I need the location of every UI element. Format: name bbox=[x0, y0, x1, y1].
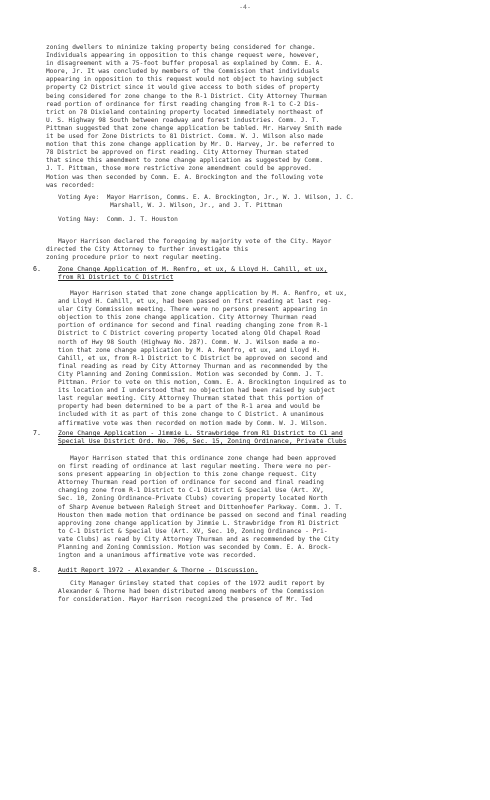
text-line: appearing in opposition to this request would not object to having subject bbox=[46, 76, 324, 84]
text-line: Sec. 10, Zoning Ordinance-Private Clubs) covering property located North bbox=[58, 495, 328, 503]
text-line: Houston then made motion that ordinance be passed on second and final reading bbox=[58, 511, 347, 519]
item-6-heading-line-2: from R1 District to C District bbox=[58, 273, 174, 282]
text-line: sons present appearing in objection to this zone change request. City bbox=[58, 471, 317, 479]
page-number: -4- bbox=[239, 3, 251, 11]
voting-nay-label: Voting Nay: bbox=[58, 216, 100, 224]
text-line: Pittman. Prior to vote on this motion, Comm. E. A. Brockington inquired as to bbox=[58, 379, 347, 387]
voting-aye-names-cont: Marshall, W. J. Wilson, Jr., and J. T. Pittman bbox=[110, 202, 283, 210]
text-line: north of Hwy 98 South (Highway No. 287). Comm. W. J. Wilson made a mo- bbox=[58, 338, 321, 346]
text-line: 78 District be approved on first reading. City Attorney Thurman stated bbox=[46, 149, 309, 157]
text-line: ular City Commission meeting. There were no persons present appearing in bbox=[58, 306, 328, 314]
text-line: portion of ordinance for second and final reading changing zone from R-1 bbox=[58, 322, 328, 330]
text-line: was recorded: bbox=[46, 181, 95, 189]
text-line: read portion of ordinance for first reading changing from R-1 to C-2 Dis- bbox=[46, 100, 320, 108]
text-line: Mayor Harrison stated that this ordinance zone change had been approved bbox=[70, 455, 336, 462]
voting-nay-names: Comm. J. T. Houston bbox=[106, 216, 178, 224]
text-line: Mayor Harrison stated that zone change application by M. A. Renfro, et ux, bbox=[70, 290, 348, 297]
text-line: Moore, Jr. It was concluded by members of the Commission that individuals bbox=[46, 68, 320, 76]
text-line: Motion was then seconded by Comm. E. A. Brockington and the following vote bbox=[46, 173, 324, 181]
item-7-number: 7. bbox=[33, 429, 41, 437]
text-line: Alexander & Thorne had been distributed among members of the Commission bbox=[58, 588, 324, 596]
paragraph-2 bbox=[46, 238, 472, 262]
item-6-number: 6. bbox=[33, 265, 41, 273]
text-line: motion that this zone change application by Mr. D. Harvey, Jr. be referred to bbox=[46, 141, 335, 149]
text-line: vate Clubs) as read by City Attorney Thurman and as recommended by the City bbox=[58, 535, 339, 543]
text-line: and Lloyd H. Cahill, et ux, had been passed on first reading at last reg- bbox=[58, 298, 332, 306]
text-line: zoning dwellers to minimize taking property being considered for change. bbox=[46, 44, 316, 51]
text-line: on first reading of ordinance at last regular meeting. There were no per- bbox=[58, 463, 332, 471]
text-line: directed the City Attorney to further investigate this bbox=[46, 246, 249, 254]
text-line: property had been determined to be a part of the R-1 area and would be bbox=[58, 403, 321, 411]
text-line: that since this amendment to zone change application as suggested by Comm. bbox=[46, 157, 324, 165]
text-line: included with it as part of this zone change to C District. A unanimous bbox=[58, 411, 324, 419]
text-line: changing zone from R-1 District to C-1 District & Special Use (Art. XV, bbox=[58, 487, 324, 495]
text-line: Pittman suggested that zone change application be tabled. Mr. Harvey Smith made bbox=[46, 124, 342, 132]
text-line: affirmative vote was then recorded on motion made by Comm. W. J. Wilson. bbox=[58, 419, 328, 427]
text-line: in disagreement with a 75-foot buffer proposal as explained by Comm. E. A. bbox=[46, 60, 324, 68]
text-line: final reading as read by City Attorney Thurman and as recommended by the bbox=[58, 362, 328, 370]
paragraph-1 bbox=[46, 44, 472, 190]
voting-aye-names: Mayor Harrison, Comms. E. A. Brockington, Jr., W. J. Wilson, J. C. bbox=[106, 194, 354, 201]
item-8-heading bbox=[58, 566, 472, 574]
text-line: City Planning and Zoning Commission. Motion was seconded by Comm. J. T. bbox=[58, 370, 324, 378]
text-line: City Manager Grimsley stated that copies of the 1972 audit report by bbox=[70, 580, 325, 587]
text-line: of Sharp Avenue between Raleigh Street and Dittenhoefer Parkway. Comm. J. T. bbox=[58, 503, 343, 511]
text-line: ington and a unanimous affirmative vote was recorded. bbox=[58, 552, 257, 560]
vote-block-1 bbox=[46, 194, 472, 224]
text-line: trict on 78 Dixieland containing property located immediately northeast of bbox=[46, 108, 324, 116]
item-8-body bbox=[58, 580, 472, 604]
text-line: Individuals appearing in opposition to this change request were, however, bbox=[46, 52, 320, 60]
text-line: zoning procedure prior to next regular meeting. bbox=[46, 254, 223, 262]
item-7-heading-line-2: Special Use District Ord. No. 706, Sec. 15, Zoning Ordinance, Private Clubs bbox=[58, 437, 347, 446]
item-8-number: 8. bbox=[33, 566, 41, 574]
text-line: Attorney Thurman read portion of ordinance for second and final reading bbox=[58, 479, 324, 487]
item-8-heading-line-1: Audit Report 1972 - Alexander & Thorne - Discussion. bbox=[58, 566, 259, 574]
item-7-heading-line-1: Zone Change Application - Jimmie L. Strawbridge from R1 District to C1 and bbox=[58, 429, 343, 437]
item-6-heading bbox=[58, 265, 472, 282]
text-line: to C-1 District & Special Use (Art. XV, Sec. 10, Zoning Ordinance - Pri- bbox=[58, 527, 328, 535]
item-6-body bbox=[58, 290, 472, 428]
text-line: J. T. Pittman, those more restrictive zone amendment could be approved. bbox=[46, 165, 312, 173]
voting-aye-label: Voting Aye: bbox=[58, 194, 100, 201]
text-line: property C2 District since it would give access to both sides of property bbox=[46, 84, 320, 92]
text-line: U. S. Highway 98 South between roadway and forest industries. Comm. J. T. bbox=[46, 116, 320, 124]
text-line: Cahill, et ux, from R-1 District to C District be approved on second and bbox=[58, 354, 328, 362]
text-line: its location and I understood that no objection had been raised by subject bbox=[58, 387, 336, 395]
text-line: it be used for Zone Districts to 81 District. Comm. W. J. Wilson also made bbox=[46, 133, 324, 141]
text-line: objection to this zone change application. City Attorney Thurman read bbox=[58, 314, 317, 322]
text-line: tion that zone change application by M. A. Renfro, et ux, and Lloyd H. bbox=[58, 346, 321, 354]
item-7-body bbox=[58, 455, 472, 560]
text-line: Mayor Harrison declared the foregoing by majority vote of the City. Mayor bbox=[58, 238, 332, 245]
item-7-heading bbox=[58, 429, 472, 446]
text-line: approving zone change application by Jimmie L. Strawbridge from R1 District bbox=[58, 519, 339, 527]
text-line: District to C District covering property located along Old Chapel Road bbox=[58, 330, 321, 338]
text-line: Planning and Zoning Commission. Motion was seconded by Comm. E. A. Brock- bbox=[58, 544, 332, 552]
item-6-heading-line-1: Zone Change Application of M. Renfro, et ux, & Lloyd H. Cahill, et ux, bbox=[58, 265, 328, 273]
text-line: for consideration. Mayor Harrison recognized the presence of Mr. Ted bbox=[58, 596, 313, 604]
text-line: last regular meeting. City Attorney Thurman stated that this portion of bbox=[58, 395, 324, 403]
text-line: being considered for zone change to the R-1 District. City Attorney Thurman bbox=[46, 92, 327, 100]
